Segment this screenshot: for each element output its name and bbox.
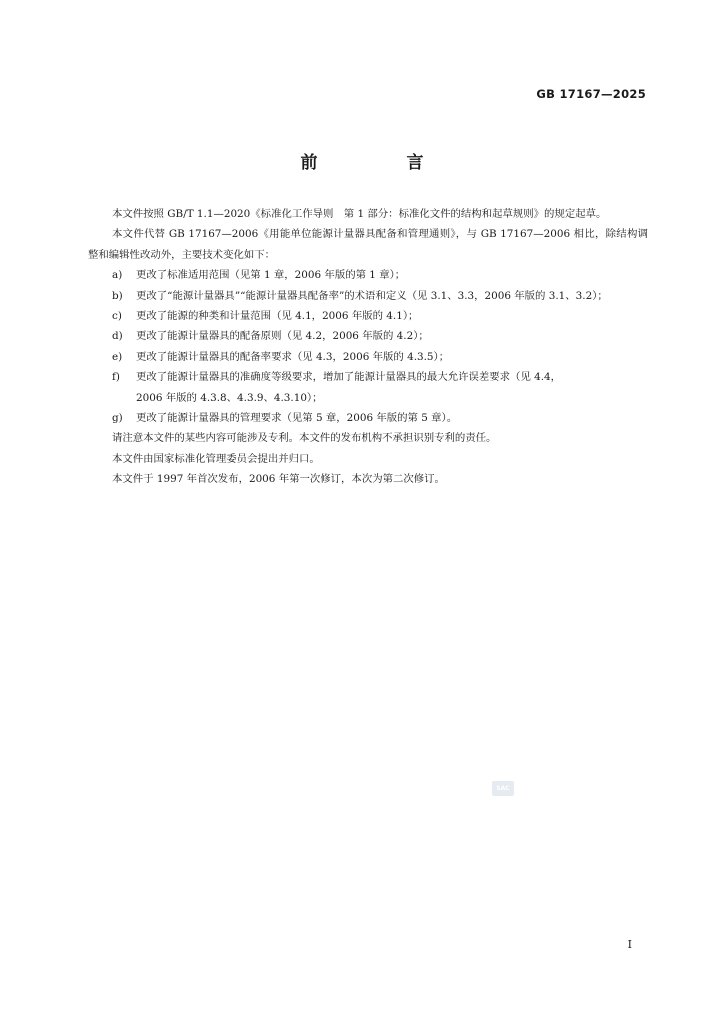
change-text: 更改了能源计量器具的准确度等级要求，增加了能源计量器具的最大允许误差要求（见 4.4， <box>136 371 562 384</box>
intro-paragraph: 本文件按照 GB/T 1.1—2020《标准化工作导则 第 1 部分：标准化文件的结构和起草规则》的规定起草。 <box>112 208 607 220</box>
change-text: 更改了能源计量器具的配备原则（见 4.2，2006 年版的 4.2）； <box>136 330 429 343</box>
change-item <box>88 367 648 387</box>
list-marker: c) <box>112 310 122 323</box>
change-text: 更改了能源计量器具的管理要求（见第 5 章，2006 年版的第 5 章）。 <box>136 412 458 425</box>
change-text: 更改了能源计量器具的配备率要求（见 4.3，2006 年版的 4.3.5）； <box>136 350 450 363</box>
intro-paragraph: 本文件代替 GB 17167—2006《用能单位能源计量器具配备和管理通则》，与 GB 17167—2006 相比，除结构调整和编辑性改动外，主要技术变化如下： <box>88 228 648 261</box>
list-marker: d) <box>112 330 123 343</box>
change-text: 更改了“能源计量器具”“能源计量器具配备率”的术语和定义（见 3.1、3.3，2006 年版的 3.1、3.2）； <box>136 289 608 302</box>
closing-paragraph: 本文件由国家标准化管理委员会提出并归口。 <box>112 452 320 465</box>
page-number: Ⅰ <box>627 938 632 951</box>
change-item <box>88 326 648 346</box>
change-item <box>88 306 648 326</box>
change-text: 更改了能源的种类和计量范围（见 4.1，2006 年版的 4.1）； <box>136 310 419 323</box>
list-marker: g) <box>112 412 123 425</box>
standard-code: GB 17167—2025 <box>536 87 646 101</box>
change-item <box>88 286 648 306</box>
change-item <box>88 347 648 367</box>
change-text: 更改了标准适用范围（见第 1 章，2006 年版的第 1 章）； <box>136 269 406 282</box>
closing-paragraph: 请注意本文件的某些内容可能涉及专利。本文件的发布机构不承担识别专利的责任。 <box>112 432 497 445</box>
page-title: 前 言 <box>300 153 460 173</box>
list-marker: a) <box>112 269 123 282</box>
list-marker: f) <box>112 371 120 384</box>
change-item <box>88 408 648 428</box>
sac-watermark: SAC <box>492 781 514 796</box>
foreword-body <box>88 204 648 490</box>
change-continuation: 2006 年版的 4.3.8、4.3.9、4.3.10）； <box>136 391 323 404</box>
list-marker: b) <box>112 289 123 302</box>
closing-paragraph: 本文件于 1997 年首次发布，2006 年第一次修订，本次为第二次修订。 <box>112 473 445 486</box>
change-item <box>88 265 648 285</box>
list-marker: e) <box>112 350 123 363</box>
